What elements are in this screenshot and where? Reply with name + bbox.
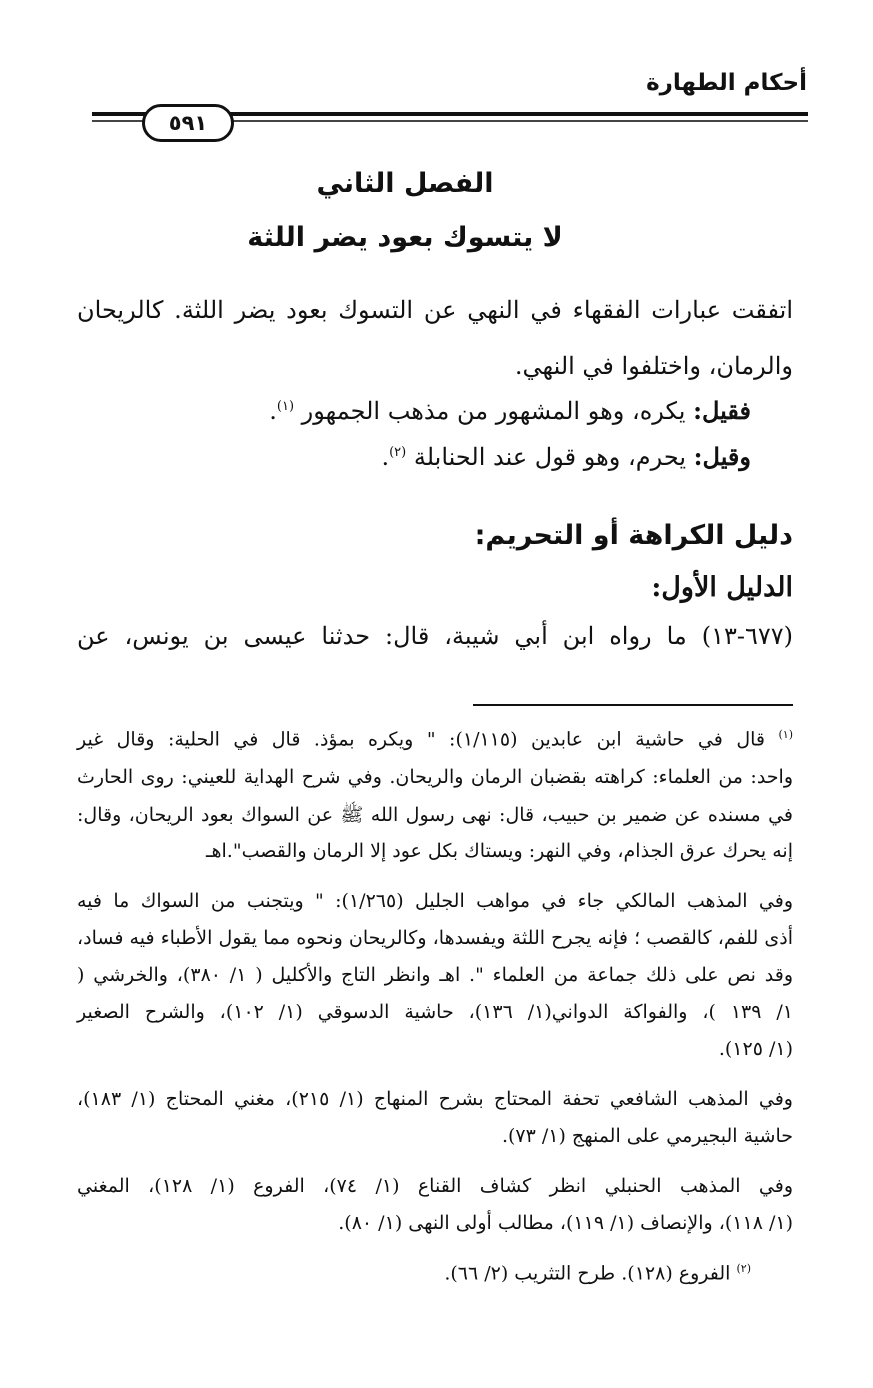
footnote-1-para-2-line-5: (١/ ١٢٥). [718,1038,793,1060]
footnote-1-para-3-line-2: حاشية البجيرمي على المنهج (١/ ٧٣). [501,1125,793,1147]
page-number: ٥٩١ [142,104,234,142]
chapter-title: الفصل الثاني [316,168,494,199]
opinion-1 [269,396,751,425]
footnote-1-line-3: في مسنده عن ضمير بن حبيب، قال: نهى رسول الله ﷺ عن السواك بعود الريحان، وقال: [77,804,793,826]
footnote-1-line-1 [77,728,793,750]
opinion-1-label: فقيل: [693,396,751,425]
running-title: أحكام الطهارة [646,70,807,96]
footnote-1-line-4: إنه يحرك عرق الجذام، وفي النهر: ويستاك بكل عود إلا الرمان والقصب".اهـ [205,840,793,862]
footnote-1-line-2: واحد: من العلماء: كراهته بقضبان الرمان والريحان. وفي شرح الهداية للعيني: روى الحارث [77,766,793,788]
footnote-1-para-3-line-1: وفي المذهب الشافعي تحفة المحتاج بشرح المنهاج (١/ ٢١٥)، مغني المحتاج (١/ ١٨٣)، [77,1088,793,1110]
footnote-1-line-1-text: قال في حاشية ابن عابدين (١/١١٥): " ويكره بمؤذ. قال في الحلية: وقال غير [77,728,779,751]
footnote-ref-2: (٢) [389,445,407,460]
opinion-2 [381,442,751,471]
opinion-2-end: . [381,443,390,471]
footnote-1-para-2-line-4: ١/ ١٣٩ )، والفواكة الدواني(١/ ١٣٦)، حاشية الدسوقي (١/ ١٠٢)، والشرح الصغير [77,1001,793,1023]
footnote-1-para-2-line-1: وفي المذهب المالكي جاء في مواهب الجليل (١/٢٦٥): " ويتجنب من السواك ما فيه [77,890,793,912]
section-heading: دليل الكراهة أو التحريم: [474,520,793,551]
footnote-ref-1: (١) [276,399,295,414]
footnote-2 [444,1262,751,1284]
opinion-2-label: وقيل: [693,442,751,471]
footnote-2-text: الفروع (١٢٨). طرح التثريب (٢/ ٦٦). [444,1262,737,1285]
footnote-1-para-4-line-2: (١/ ١١٨)، والإنصاف (١/ ١١٩)، مطالب أولى النهى (١/ ٨٠). [338,1212,793,1234]
opinion-2-text: يحرم، وهو قول عند الحنابلة [406,443,694,471]
intro-line-2: والرمان، واختلفوا في النهي. [514,352,793,380]
intro-line-1: اتفقت عبارات الفقهاء في النهي عن التسوك بعود يضر اللثة. كالريحان [77,296,793,324]
footnote-1-para-2-line-2: أذى للفم، كالقصب ؛ فإنه يجرح اللثة ويفسدها، وكالريحان ونحوه مما يقول الأطباء فيه فساد، [77,927,793,949]
chapter-subtitle: لا يتسوك بعود يضر اللثة [247,222,563,253]
footnote-2-mark: (٢) [736,1262,751,1275]
first-evidence-heading: الدليل الأول: [651,572,793,603]
footnote-1-para-4-line-1: وفي المذهب الحنبلي انظر كشاف القناع (١/ ٧٤)، الفروع (١/ ١٢٨)، المغني [77,1175,794,1197]
footnote-rule [473,704,793,706]
opinion-1-end: . [269,397,277,425]
footnote-1-mark: (١) [778,728,793,741]
opinion-1-text: يكره، وهو المشهور من مذهب الجمهور [294,397,694,425]
hadith-line: (٦٧٧-١٣) ما رواه ابن أبي شيبة، قال: حدثنا عيسى بن يونس، عن [77,622,793,650]
footnote-1-para-2-line-3: وقد نص على ذلك جماعة من العلماء ". اهـ وانظر التاج والأكليل ( ١/ ٣٨٠)، والخرشي ( [77,964,794,986]
